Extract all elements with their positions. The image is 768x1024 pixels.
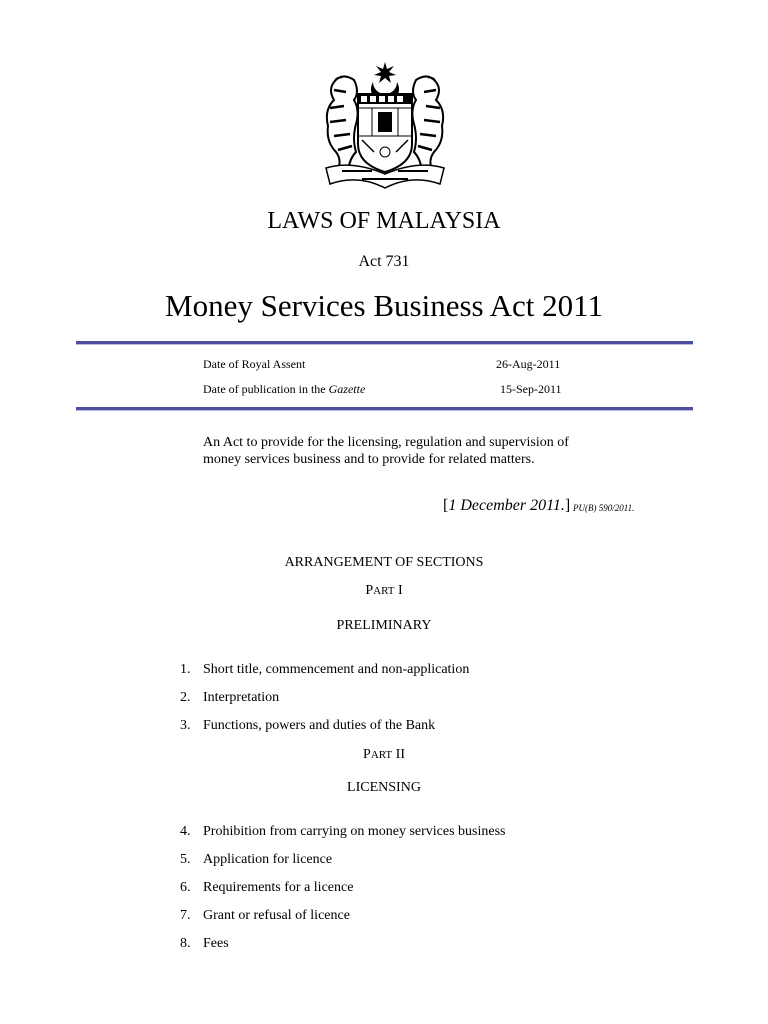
gazette-label: Gazette — [328, 382, 366, 396]
section-number: 6. — [180, 880, 191, 895]
section-number: 8. — [180, 936, 191, 951]
royal-assent-label: Date of Royal Assent — [203, 357, 306, 371]
section-number: 5. — [180, 852, 191, 867]
section-item — [180, 908, 350, 924]
section-title: Fees — [203, 936, 229, 951]
document-heading: LAWS OF MALAYSIA — [267, 208, 501, 234]
act-number: Act 731 — [358, 253, 410, 270]
coat-of-arms-emblem — [312, 60, 458, 192]
section-item — [180, 880, 353, 896]
section-item — [180, 936, 229, 952]
section-title: Grant or refusal of licence — [203, 908, 350, 923]
part-label — [0, 583, 768, 599]
section-title: Requirements for a licence — [203, 880, 354, 895]
commencement-date-text: 1 December 2011. — [448, 497, 565, 514]
section-title: Interpretation — [203, 690, 280, 705]
section-title: Application for licence — [203, 852, 333, 867]
section-number: 2. — [180, 690, 191, 705]
section-number: 1. — [180, 662, 191, 677]
act-title: Money Services Business Act 2011 — [165, 288, 603, 323]
publication-date: 15-Sep-2011 — [500, 382, 562, 396]
part-label-initial: P — [363, 747, 371, 762]
section-item — [180, 690, 279, 706]
commencement-reference: PU(B) 590/2011. — [573, 503, 635, 513]
top-divider — [76, 341, 693, 345]
part-title: PRELIMINARY — [336, 618, 432, 633]
part-label-rest: ART — [373, 585, 395, 597]
section-title: Prohibition from carrying on money services business — [203, 824, 506, 839]
commencement-open-bracket: [ — [443, 497, 449, 514]
section-number: 3. — [180, 718, 191, 733]
part-numeral: I — [397, 583, 403, 598]
section-item — [180, 824, 506, 840]
preamble: An Act to provide for the licensing, regulation and supervision of money services business and to provide for related matters. — [203, 435, 569, 467]
publication-label — [203, 382, 365, 397]
publication-label-text: Date of publication in the — [203, 382, 329, 396]
commencement-date — [443, 497, 570, 515]
commencement-close-bracket: ] — [564, 497, 571, 514]
section-title: Functions, powers and duties of the Bank — [203, 718, 436, 733]
section-number: 7. — [180, 908, 191, 923]
section-item — [180, 718, 435, 734]
part-label — [0, 747, 768, 763]
section-item — [180, 662, 469, 678]
part-title: LICENSING — [347, 780, 421, 795]
part-numeral: II — [395, 747, 405, 762]
arrangement-heading: ARRANGEMENT OF SECTIONS — [284, 555, 484, 570]
bottom-divider — [76, 407, 693, 411]
section-number: 4. — [180, 824, 191, 839]
part-label-rest: ART — [370, 749, 393, 761]
section-title: Short title, commencement and non-application — [203, 662, 470, 677]
royal-assent-date: 26-Aug-2011 — [496, 357, 561, 371]
part-label-initial: P — [365, 583, 374, 598]
section-item — [180, 852, 332, 868]
